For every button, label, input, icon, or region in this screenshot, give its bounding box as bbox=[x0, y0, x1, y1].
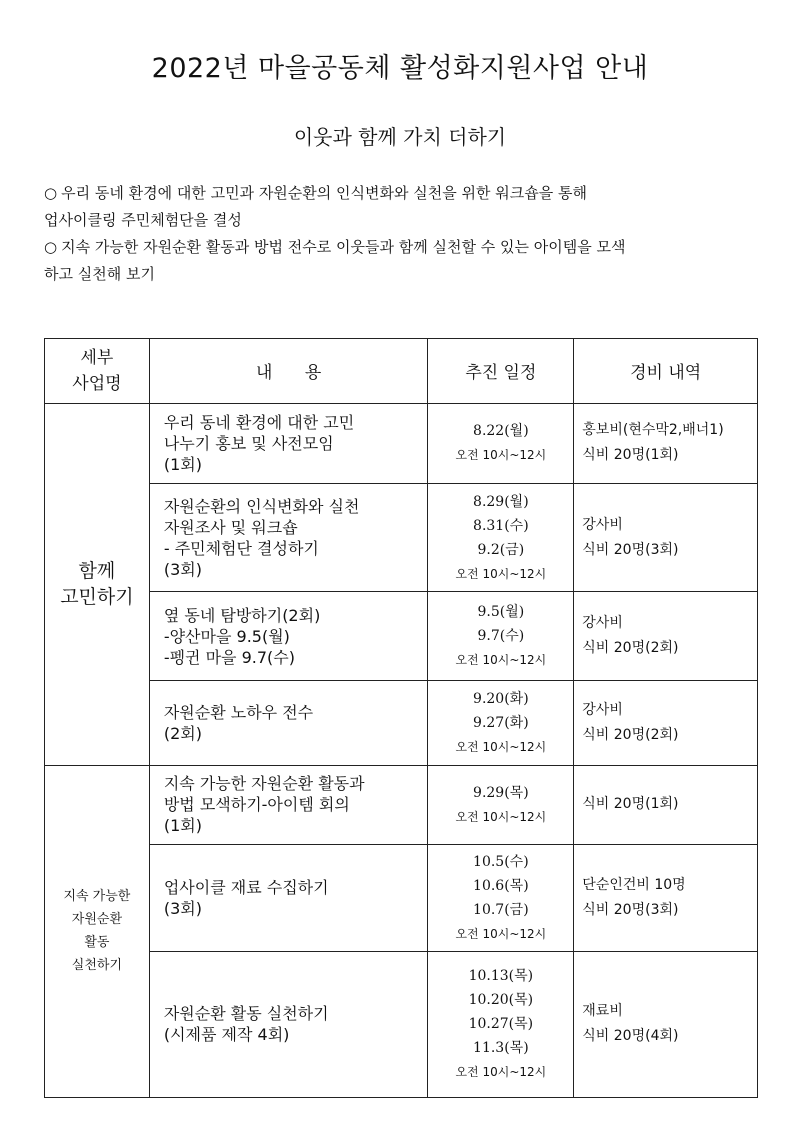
header-category-line: 사업명 bbox=[72, 373, 122, 394]
expense-line: 식비 20명(2회) bbox=[582, 640, 679, 657]
table-header-row bbox=[45, 339, 758, 404]
content-line: (시제품 제작 4회) bbox=[163, 1025, 290, 1045]
content-line: (1회) bbox=[163, 454, 202, 474]
schedule-time: 오전 10시~12시 bbox=[455, 740, 547, 755]
expense-cell bbox=[574, 403, 758, 484]
table-row bbox=[45, 484, 758, 592]
content-line: 자원순환 활동 실천하기 bbox=[163, 1004, 329, 1024]
content-line: 방법 모색하기-아이템 회의 bbox=[163, 795, 350, 815]
schedule-time: 오전 10시~12시 bbox=[455, 1065, 547, 1080]
bullet-item bbox=[44, 180, 756, 234]
project-table bbox=[44, 338, 758, 1098]
schedule-date: 8.22(월) bbox=[473, 423, 529, 440]
header-category bbox=[45, 339, 150, 404]
schedule-date: 9.7(수) bbox=[477, 628, 525, 645]
content-line: 업사이클 재료 수집하기 bbox=[163, 877, 329, 897]
expense-line: 재료비 bbox=[582, 1003, 623, 1020]
content-line: -펭귄 마을 9.7(수) bbox=[163, 647, 295, 667]
content-cell bbox=[149, 592, 428, 681]
expense-cell bbox=[574, 765, 758, 844]
expense-line: 단순인건비 10명 bbox=[582, 876, 686, 893]
category-cell bbox=[45, 765, 150, 1097]
content-line: 나누기 홍보 및 사전모임 bbox=[163, 433, 334, 453]
category-line: 실천하기 bbox=[71, 958, 123, 974]
schedule-date: 10.20(목) bbox=[468, 992, 534, 1009]
schedule-date: 9.27(화) bbox=[473, 715, 529, 732]
expense-cell bbox=[574, 951, 758, 1097]
schedule-date: 10.7(금) bbox=[473, 901, 529, 918]
schedule-cell bbox=[428, 403, 574, 484]
content-line: 지속 가능한 자원순환 활동과 bbox=[163, 774, 365, 794]
circle-bullet-icon: ○ bbox=[44, 184, 58, 202]
schedule-cell bbox=[428, 951, 574, 1097]
schedule-date: 8.29(월) bbox=[473, 493, 529, 510]
content-line: - 주민체험단 결성하기 bbox=[163, 538, 319, 558]
header-expense: 경비 내역 bbox=[574, 339, 758, 404]
header-category-line: 세부 bbox=[80, 347, 114, 368]
content-line: 자원순환 노하우 전수 bbox=[163, 703, 314, 723]
schedule-date: 10.13(목) bbox=[468, 968, 534, 985]
category-line: 고민하기 bbox=[60, 586, 134, 609]
schedule-time: 오전 10시~12시 bbox=[455, 653, 547, 668]
bullet-text: 우리 동네 환경에 대한 고민과 자원순환의 인식변화와 실천을 위한 워크숍을 통해 bbox=[61, 184, 587, 202]
schedule-date: 9.29(목) bbox=[473, 784, 529, 801]
table-row bbox=[45, 765, 758, 844]
category-line: 지속 가능한 bbox=[63, 889, 131, 905]
schedule-time: 오전 10시~12시 bbox=[455, 926, 547, 941]
content-line: (2회) bbox=[163, 724, 202, 744]
content-line: 자원조사 및 워크숍 bbox=[163, 517, 298, 537]
intro-bullets bbox=[44, 180, 756, 288]
content-cell bbox=[149, 951, 428, 1097]
schedule-date: 9.2(금) bbox=[477, 541, 525, 558]
content-cell bbox=[149, 765, 428, 844]
circle-bullet-icon: ○ bbox=[44, 238, 58, 256]
content-cell bbox=[149, 844, 428, 951]
content-line: (3회) bbox=[163, 559, 202, 579]
expense-line: 식비 20명(4회) bbox=[582, 1028, 679, 1045]
table-row bbox=[45, 844, 758, 951]
category-line: 활동 bbox=[84, 935, 110, 951]
schedule-cell bbox=[428, 592, 574, 681]
schedule-date: 10.27(목) bbox=[468, 1016, 534, 1033]
expense-line: 강사비 bbox=[582, 615, 623, 632]
category-cell bbox=[45, 403, 150, 765]
schedule-cell bbox=[428, 844, 574, 951]
expense-line: 식비 20명(1회) bbox=[582, 447, 679, 464]
expense-line: 식비 20명(3회) bbox=[582, 541, 679, 558]
table-row bbox=[45, 951, 758, 1097]
header-schedule: 추진 일정 bbox=[428, 339, 574, 404]
content-line: 옆 동네 탐방하기(2회) bbox=[163, 605, 321, 625]
header-content: 내 용 bbox=[149, 339, 428, 404]
bullet-text: 지속 가능한 자원순환 활동과 방법 전수로 이웃들과 함께 실천할 수 있는 아이템을 모색 bbox=[61, 238, 626, 256]
content-line: 자원순환의 인식변화와 실천 bbox=[163, 496, 360, 516]
schedule-time: 오전 10시~12시 bbox=[455, 448, 547, 463]
schedule-date: 9.20(화) bbox=[473, 691, 529, 708]
schedule-cell bbox=[428, 765, 574, 844]
schedule-date: 10.5(수) bbox=[473, 853, 529, 870]
content-line: (3회) bbox=[163, 898, 202, 918]
table-row bbox=[45, 681, 758, 766]
bullet-text: 하고 실천해 보기 bbox=[44, 265, 155, 283]
expense-cell bbox=[574, 681, 758, 766]
schedule-date: 11.3(목) bbox=[473, 1040, 529, 1057]
bullet-item bbox=[44, 234, 756, 288]
expense-line: 홍보비(현수막2,배너1) bbox=[582, 422, 724, 439]
expense-line: 식비 20명(3회) bbox=[582, 901, 679, 918]
content-cell bbox=[149, 403, 428, 484]
expense-line: 강사비 bbox=[582, 702, 623, 719]
content-line: -양산마을 9.5(월) bbox=[163, 626, 290, 646]
expense-cell bbox=[574, 592, 758, 681]
content-line: 우리 동네 환경에 대한 고민 bbox=[163, 412, 355, 432]
category-line: 자원순환 bbox=[71, 912, 123, 928]
content-cell bbox=[149, 681, 428, 766]
schedule-time: 오전 10시~12시 bbox=[455, 566, 547, 581]
expense-line: 식비 20명(1회) bbox=[582, 796, 679, 813]
category-line: 함께 bbox=[78, 560, 116, 583]
schedule-cell bbox=[428, 681, 574, 766]
schedule-cell bbox=[428, 484, 574, 592]
page-subtitle: 이웃과 함께 가치 더하기 bbox=[293, 125, 507, 149]
content-cell bbox=[149, 484, 428, 592]
schedule-date: 10.6(목) bbox=[473, 877, 529, 894]
page-title: 2022년 마을공동체 활성화지원사업 안내 bbox=[151, 53, 649, 84]
content-line: (1회) bbox=[163, 816, 202, 836]
bullet-text: 업사이클링 주민체험단을 결성 bbox=[44, 211, 242, 229]
schedule-time: 오전 10시~12시 bbox=[455, 809, 547, 824]
expense-line: 강사비 bbox=[582, 516, 623, 533]
expense-cell bbox=[574, 844, 758, 951]
expense-line: 식비 20명(2회) bbox=[582, 727, 679, 744]
schedule-date: 8.31(수) bbox=[473, 517, 529, 534]
table-row bbox=[45, 403, 758, 484]
table-row bbox=[45, 592, 758, 681]
schedule-date: 9.5(월) bbox=[477, 604, 525, 621]
expense-cell bbox=[574, 484, 758, 592]
